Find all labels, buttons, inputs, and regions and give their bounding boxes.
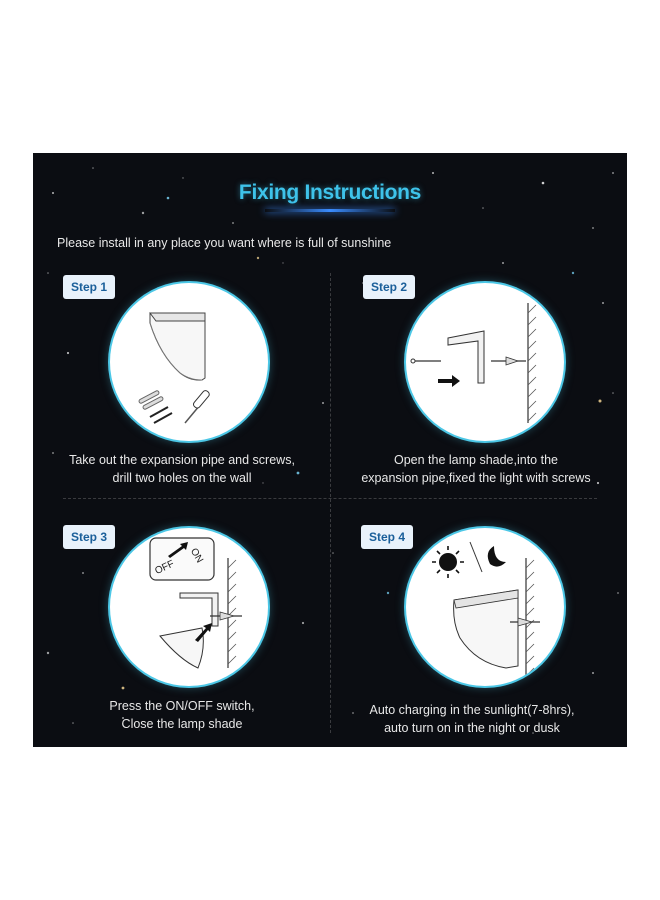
step-2-badge: Step 2 [363, 275, 415, 299]
step-4-illustration [406, 528, 564, 686]
step-3-badge: Step 3 [63, 525, 115, 549]
step-4-caption-line1: Auto charging in the sunlight(7-8hrs), [369, 703, 575, 717]
subtitle: Please install in any place you want where is full of sunshine [57, 236, 392, 250]
step-1-illustration [110, 283, 268, 441]
step-1-caption-line1: Take out the expansion pipe and screws, [69, 453, 295, 467]
step-1-caption [37, 451, 327, 487]
mounting-bracket-drawing [406, 283, 564, 441]
step-3-caption-line1: Press the ON/OFF switch, [109, 699, 255, 713]
step-2-caption-line1: Open the lamp shade,into the [393, 453, 558, 467]
step-1-badge: Step 1 [63, 275, 115, 299]
step-3-caption [37, 697, 327, 733]
lamp-and-tools-drawing [110, 283, 268, 441]
sun-moon-lamp-drawing [406, 528, 564, 686]
switch-on-label: ON [187, 546, 205, 566]
switch-and-shade-drawing [110, 528, 268, 686]
step-4-caption-line2: auto turn on in the night or dusk [384, 721, 560, 735]
step-3-caption-line2: Close the lamp shade [121, 717, 243, 731]
step-2-caption [331, 451, 621, 487]
instructions-panel [33, 153, 627, 747]
title-underline-glow [265, 209, 395, 212]
step-4-caption [327, 701, 617, 737]
step-3-illustration [110, 528, 268, 686]
moon-icon [488, 546, 506, 567]
horizontal-divider [63, 498, 597, 499]
switch-off-label: OFF [153, 558, 177, 577]
step-2-caption-line2: expansion pipe,fixed the light with screws [361, 471, 591, 485]
step-1-caption-line2: drill two holes on the wall [112, 471, 252, 485]
vertical-divider [330, 273, 331, 733]
page-title: Fixing Instructions [238, 181, 422, 204]
step-2-illustration [406, 283, 564, 441]
step-4-badge: Step 4 [361, 525, 413, 549]
sun-icon [432, 546, 464, 578]
